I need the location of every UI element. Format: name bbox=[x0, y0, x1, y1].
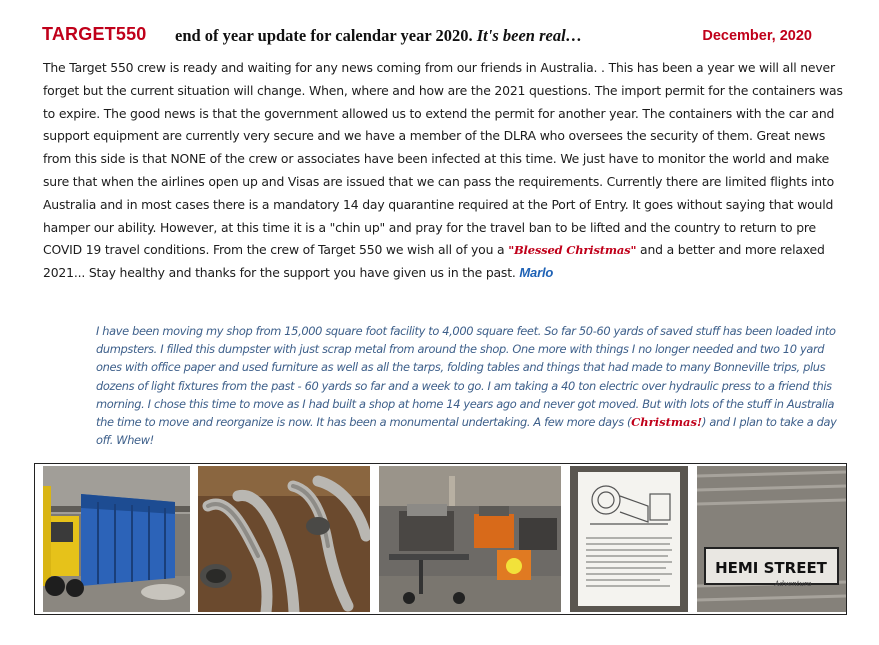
note-text: I have been moving my shop from 15,000 square foot facility to 4,000 square feet. So far 50-60 yards of saved stuff has been loaded into dumpsters. I filled this dumpster with just scrap metal from around the shop. One more with things I no longer needed and two 10 yard ones with office paper and used furniture as well as all the tarps, folding tables and things that had made to many Bonneville trips, plus dozens of light fixtures from the past - 60 yards so far and a week to go. I am taking a 40 ton electric over hydraulic press to a friend this morning. I chose this time to move as I had built a shop at home 14 years ago and never got moved. But with lots of the stuff in Australia the time to move and reorganize is now. It has been a monumental undertaking. A few more days ( bbox=[96, 324, 836, 430]
main-paragraph-lead: The Target 550 crew is ready and waiting for any news coming from our friends in Australia. . This has been a year we will all never forget but the current situation will change. When, where and how are the 2021 questions. The import permit for the containers was to expire. The good news is that the government allowed us to extend the permit for another year. The containers with the car and support equipment are currently very secure and we have a member of the DLRA who oversees the security of them. Great news from this side is that NONE of the crew or associates have been infected at this time. We just have to monitor the world and make sure that when the airlines open up and Visas are issued that we can pass the requirements. Currently there are limited flights into Australia and in most cases there is a mandatory 14 day quarantine required at the Port of Entry. It goes without saying that would hamper our ability. However, at this time it is a "chin up" and pray for the travel ban to be lifted and the country to return to pre COVID 19 travel conditions. From the crew of Target 550 we wish all of you a bbox=[43, 60, 843, 258]
photo-drawing-poster bbox=[570, 466, 688, 612]
blessed-christmas: "Blessed Christmas" bbox=[508, 243, 637, 258]
photo-engines bbox=[379, 466, 561, 612]
signature: Marlo bbox=[519, 265, 554, 281]
photo-hemi-street-sign bbox=[697, 466, 846, 612]
photo-dumpster-forklift bbox=[43, 466, 190, 612]
shop-move-note bbox=[96, 322, 844, 449]
note-end: ) and I plan to take a day off. Whew! bbox=[96, 415, 837, 448]
hemi-street-sign-text: HEMI STREET bbox=[715, 559, 827, 577]
date-label: December, 2020 bbox=[702, 28, 812, 44]
photo-headers bbox=[198, 466, 370, 612]
photo-strip bbox=[34, 463, 847, 615]
note-christmas: Christmas! bbox=[631, 415, 703, 430]
headline bbox=[175, 26, 582, 46]
header bbox=[42, 24, 842, 50]
main-paragraph bbox=[43, 57, 843, 285]
hemi-street-sign-subtext: Adventura bbox=[774, 580, 812, 588]
brand-title: TARGET550 bbox=[42, 24, 147, 44]
headline-tail: It's been real… bbox=[476, 26, 583, 45]
main-paragraph-after: and a better and more relaxed 2021... Stay healthy and thanks for the support you have given us in the past. bbox=[43, 242, 825, 281]
headline-main: end of year update for calendar year 2020. bbox=[175, 26, 473, 45]
